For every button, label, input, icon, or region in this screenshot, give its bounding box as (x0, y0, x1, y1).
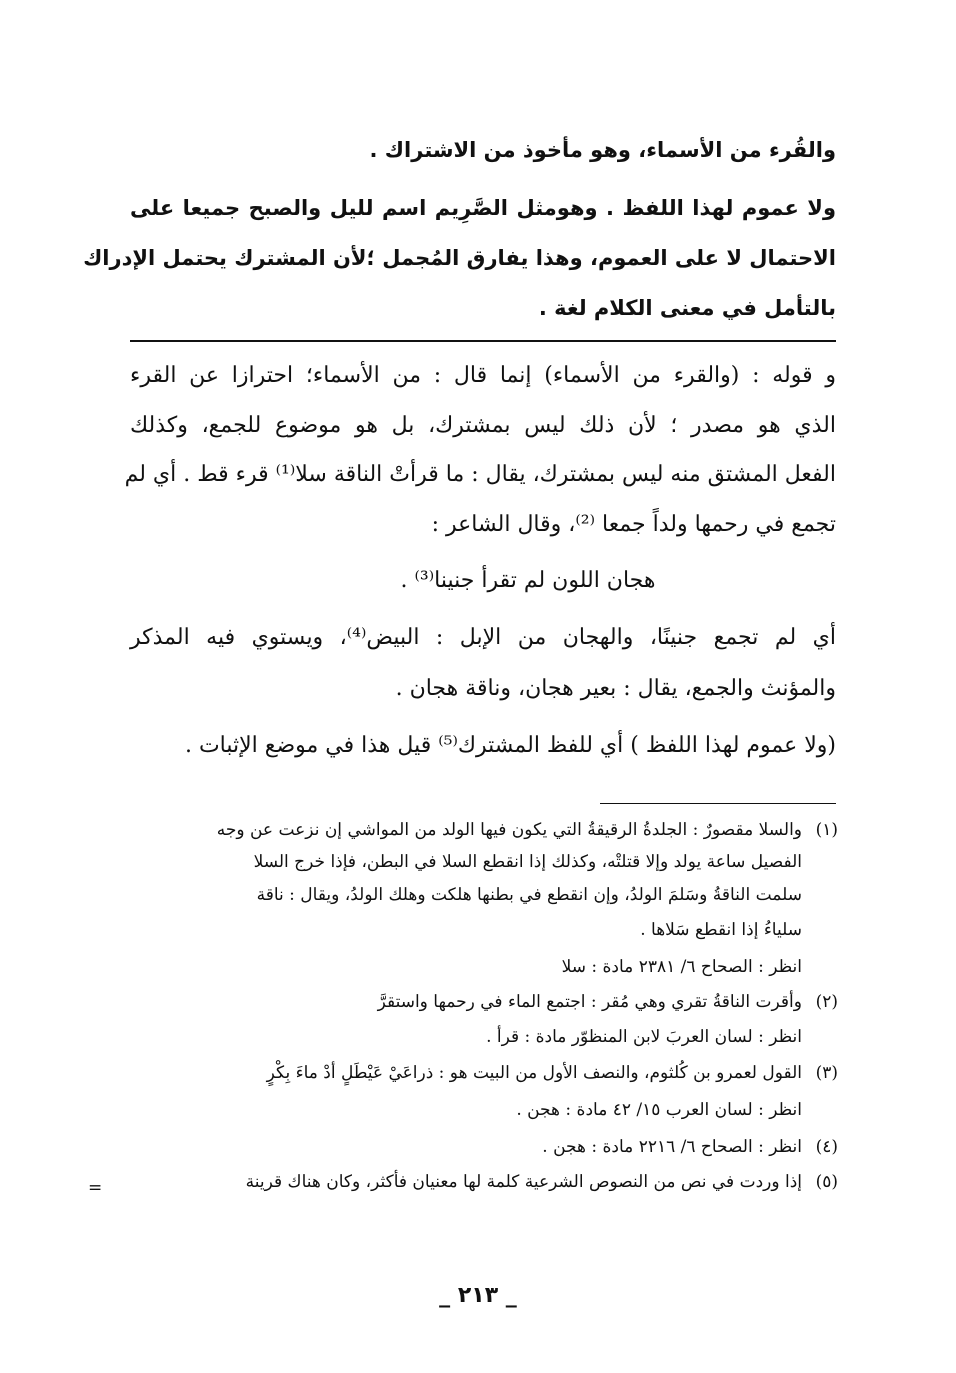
footnote-1-cont: انظر : الصحاح ٦/ ٢٣٨١ مادة : سلا (561, 957, 802, 977)
footnote-text: انظر : الصحاح ٦/ ٢٢١٦ مادة : هجن . (542, 1137, 802, 1157)
footnote-1-cont: سلياءُ إذا انقطع سَلاها . (640, 920, 802, 940)
footnote-number: (٢) (815, 992, 838, 1012)
footnote-4 (130, 1137, 838, 1157)
matn-line-3: الاحتمال لا على العموم، وهذا يفارق المُجمل ؛لأن المشترك يحتمل الإدراك (83, 246, 836, 270)
matn-separator (130, 340, 836, 342)
sharh-line-6: أي لم تجمع جنينًا، والهجان من الإبل : البيض⁽⁴⁾، ويستوي فيه المذكر (130, 625, 836, 650)
footnote-3-cont: انظر : لسان العرب ١٥/ ٤٢ مادة : هجن . (516, 1100, 802, 1120)
sharh-line-2: الذي هو مصدر ؛ لأن ذلك ليس بمشترك، بل هو موضوع للجمع، وكذلك (130, 413, 836, 438)
sharh-line-7: والمؤنث والجمع، يقال : بعير هجان، وناقة هجان . (395, 676, 836, 701)
matn-line-1: والقُرء من الأسماء، وهو مأخوذ من الاشتراك . (369, 138, 836, 162)
footnote-number: (٥) (815, 1172, 838, 1192)
sharh-line-3: الفعل المشتق منه ليس بمشترك، يقال : ما قرأتْ الناقة سلا⁽¹⁾ قرء قط . أي لم (124, 462, 836, 487)
sharh-line-8: (ولا عموم لهذا اللفظ ) أي للفظ المشترك⁽⁵⁾ قيل هذا في موضع الإثبات . (184, 733, 836, 758)
continuation-mark: = (88, 1178, 103, 1198)
footnote-1 (130, 820, 838, 840)
footnote-text: والسلا مقصورٌ : الجلدةُ الرقيقةُ التي يكون فيها الولد من المواشي إن نزعت عن وجه (216, 820, 802, 840)
footnote-number: (٤) (815, 1137, 838, 1157)
footnote-2-cont: انظر : لسان العربَ لابن المنظوّر مادة : قرأ . (486, 1027, 802, 1047)
footnote-separator (600, 803, 836, 804)
footnote-5 (130, 1172, 838, 1192)
footnote-3 (130, 1063, 838, 1083)
footnote-text: القول لعمرو بن كُلثوم، والنصف الأول من البيت هو : ذراعَيْ عَيْطَلٍ أدْ ماءَ بِكْرٍ (266, 1063, 802, 1083)
footnote-2 (130, 992, 838, 1012)
poetry-verse: هجان اللون لم تقرأ جنينا⁽³⁾ . (400, 568, 656, 593)
footnote-1-cont: سلمت الناقةُ وسَلمَ الولدُ، وإن انقطع في بطنها هلكت وهلك الولدُ، ويقال : ناقة (256, 885, 802, 905)
footnote-1-cont: الفصيل ساعة يولد وإلا قتلتْه، وكذلك إذا انقطع السلا في البطن، فإذا خرج السلا (253, 852, 802, 872)
sharh-line-4: تجمع في رحمها ولداً جمعا ⁽²⁾، وقال الشاعر : (431, 512, 836, 537)
matn-line-2: ولا عموم لهذا اللفظ . وهومثل الصَّرِيم اسم لليل والصبح جميعا على (130, 196, 836, 220)
sharh-line-1: و قوله : (والقرء من الأسماء) إنما قال : من الأسماء؛ احترازا عن القرء (130, 363, 836, 388)
page-number: _ ٢١٣ _ (439, 1283, 517, 1308)
footnote-number: (١) (815, 820, 838, 840)
footnote-text: وأقرت الناقةُ تقري وهي مُقر : اجتمع الماء في رحمها واستقرَّ (377, 992, 802, 1012)
matn-line-4: بالتأمل في معنى الكلام لغة . (538, 296, 836, 320)
footnote-text: إذا وردت في نص من النصوص الشرعية كلمة لها معنيان فأكثر، وكان هناك قرينة (245, 1172, 802, 1192)
footnote-number: (٣) (815, 1063, 838, 1083)
